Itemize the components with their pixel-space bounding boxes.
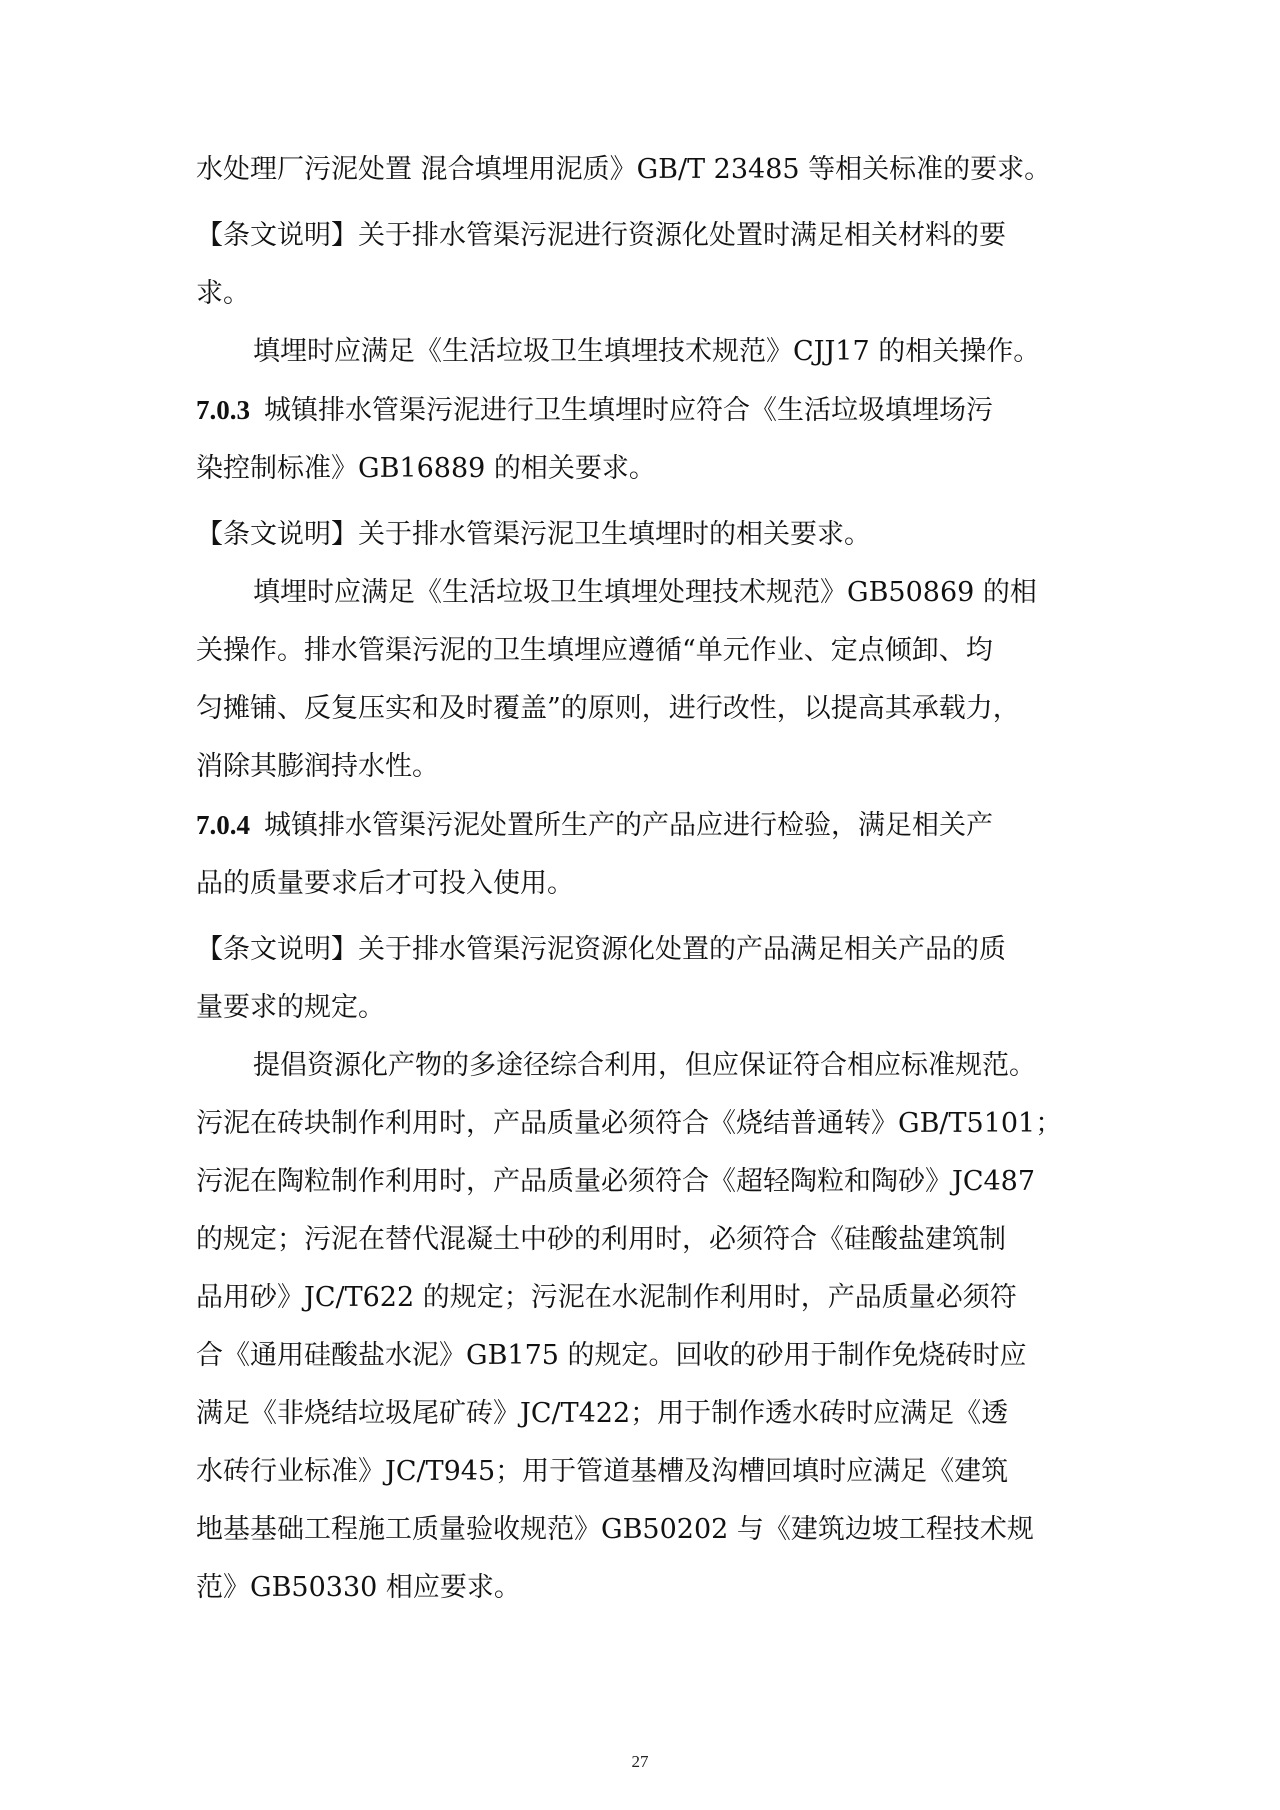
text-line: 提倡资源化产物的多途径综合利用，但应保证符合相应标准规范。 xyxy=(253,1050,1036,1081)
text-line: 品用砂》JC/T622 的规定；污泥在水泥制作利用时，产品质量必须符 xyxy=(196,1282,1017,1313)
clause-explanation-line: 【条文说明】关于排水管渠污泥卫生填埋时的相关要求。 xyxy=(196,519,871,550)
text-line: 消除其膨润持水性。 xyxy=(196,751,439,782)
clause-number: 7.0.4 xyxy=(196,810,250,840)
text-line: 匀摊铺、反复压实和及时覆盖”的原则，进行改性，以提高其承载力， xyxy=(196,693,1020,724)
page-number: 27 xyxy=(631,1752,649,1771)
clause-text: 城镇排水管渠污泥进行卫生填埋时应符合《生活垃圾填埋场污 xyxy=(264,395,993,426)
text-line: 污泥在陶粒制作利用时，产品质量必须符合《超轻陶粒和陶砂》JC487 xyxy=(196,1166,1036,1197)
text-line: 填埋时应满足《生活垃圾卫生填埋处理技术规范》GB50869 的相 xyxy=(253,577,1037,608)
text-line: 求。 xyxy=(196,278,250,309)
clause-text: 城镇排水管渠污泥处置所生产的产品应进行检验，满足相关产 xyxy=(264,810,993,841)
text-line: 染控制标准》GB16889 的相关要求。 xyxy=(196,453,656,484)
text-line: 关操作。排水管渠污泥的卫生填埋应遵循“单元作业、定点倾卸、均 xyxy=(196,635,993,666)
text-line: 满足《非烧结垃圾尾矿砖》JC/T422；用于制作透水砖时应满足《透 xyxy=(196,1398,1009,1429)
text-line: 范》GB50330 相应要求。 xyxy=(196,1572,521,1603)
clause-7-0-3 xyxy=(196,390,1126,431)
text-line: 地基基础工程施工质量验收规范》GB50202 与《建筑边坡工程技术规 xyxy=(196,1514,1034,1545)
clause-7-0-4 xyxy=(196,805,1126,846)
text-line: 品的质量要求后才可投入使用。 xyxy=(196,868,574,899)
text-line: 水处理厂污泥处置 混合填埋用泥质》GB/T 23485 等相关标准的要求。 xyxy=(196,154,1052,185)
document-body xyxy=(196,150,1126,1608)
text-line: 水砖行业标准》JC/T945；用于管道基槽及沟槽回填时应满足《建筑 xyxy=(196,1456,1009,1487)
clause-explanation-line: 【条文说明】关于排水管渠污泥进行资源化处置时满足相关材料的要 xyxy=(196,220,1006,251)
clause-explanation-line: 【条文说明】关于排水管渠污泥资源化处置的产品满足相关产品的质 xyxy=(196,934,1006,965)
text-line: 的规定；污泥在替代混凝土中砂的利用时，必须符合《硅酸盐建筑制 xyxy=(196,1224,1006,1255)
text-line: 合《通用硅酸盐水泥》GB175 的规定。回收的砂用于制作免烧砖时应 xyxy=(196,1340,1027,1371)
text-line: 量要求的规定。 xyxy=(196,992,385,1023)
clause-number: 7.0.3 xyxy=(196,395,250,425)
text-line: 污泥在砖块制作利用时，产品质量必须符合《烧结普通转》GB/T5101； xyxy=(196,1108,1063,1139)
text-line: 填埋时应满足《生活垃圾卫生填埋技术规范》CJJ17 的相关操作。 xyxy=(253,336,1041,367)
